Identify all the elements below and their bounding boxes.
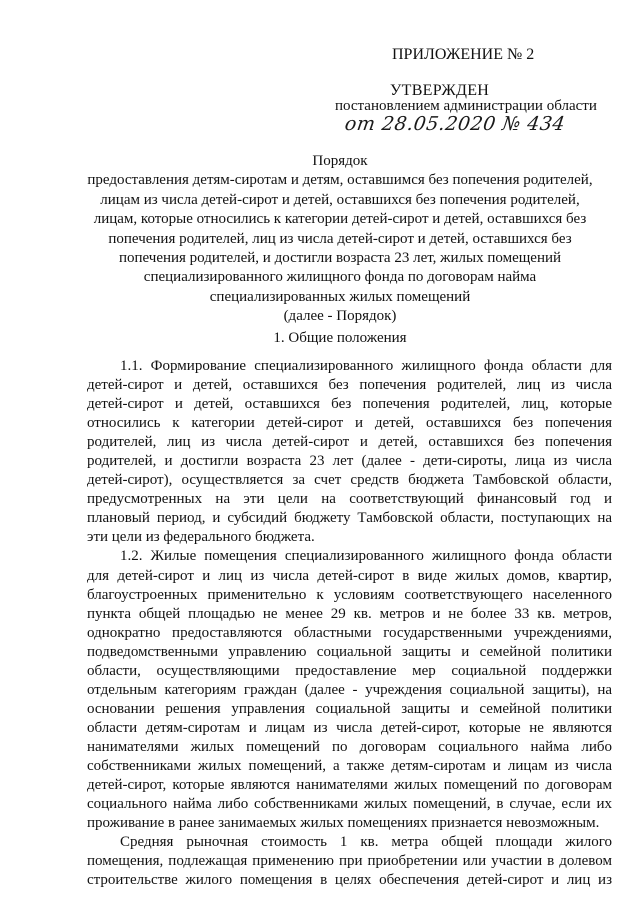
paragraph-line: детей-сирот и детей, оставшихся без попечения родителей, лиц, которые <box>87 396 612 413</box>
paragraph-line: подведомственными управлению социальной защиты и семейной политики <box>87 643 612 660</box>
paragraph-line: детей-сирот, которые являются нанимателями жилых помещений по договорам <box>87 777 612 794</box>
paragraph-line: 1.2. Жилые помещения специализированного жилищного фонда области <box>120 548 612 565</box>
paragraph-line: однократно предоставляются областными государственными учреждениями, <box>87 624 612 641</box>
title-line: лицам из числа детей-сирот и детей, оставшихся без попечения родителей, <box>100 191 580 208</box>
title-line: (далее - Порядок) <box>283 308 397 325</box>
paragraph-line: благоустроенных применительно к условиям соответствующего населенного <box>87 586 612 603</box>
document-title <box>70 152 610 327</box>
paragraph-line: социального найма либо собственниками жилых помещений, в случае, если их <box>87 796 612 813</box>
title-line: Порядок <box>312 153 368 169</box>
paragraph-line: 1.1. Формирование специализированного жилищного фонда области для <box>120 358 612 374</box>
paragraph-line: собственниками жилых помещений, а также детям-сиротам и лицам из числа <box>87 757 612 774</box>
paragraph-line: родителей, лиц из числа детей-сирот и детей, оставшихся без попечения <box>87 434 612 451</box>
title-line: предоставления детям-сиротам и детям, оставшимся без попечения родителей, <box>87 172 593 189</box>
paragraph-line: предусмотренных на эти цели на соответствующий финансовый год и <box>87 491 612 508</box>
paragraph-line: эти цели из федерального бюджета. <box>87 529 315 546</box>
appendix-label: ПРИЛОЖЕНИЕ № 2 <box>392 46 535 63</box>
decree-line: постановлением администрации области <box>335 98 597 114</box>
paragraph-line: пункта общей площадью не менее 29 кв. метров и не более 33 кв. метров, <box>87 605 612 622</box>
paragraph-line: строительстве жилого помещения в целях обеспечения детей-сирот и лиц из <box>87 872 612 889</box>
title-line: попечения родителей, и достигли возраста 23 лет, жилых помещений <box>118 250 562 267</box>
title-line: лицам, которые относились к категории детей-сирот и детей, оставшихся без <box>93 211 587 228</box>
section-heading: 1. Общие положения <box>273 330 407 346</box>
paragraph-line: области детям-сиротам и лицам из числа детей-сирот, которые не являются <box>87 719 612 736</box>
title-line: попечения родителей, лиц из числа детей-сирот и детей, оставшихся без <box>108 230 572 247</box>
approved-label: УТВЕРЖДЕН <box>390 82 490 99</box>
paragraph-line: детей-сирот и детей, оставшихся без попечения родителей, лиц из числа <box>87 377 612 394</box>
paragraph-line: для детей-сирот и лиц из числа детей-сирот в виде жилых домов, квартир, <box>87 567 612 584</box>
paragraph-line: относились к категории детей-сирот и детей, оставшихся без попечения <box>87 415 612 432</box>
paragraph-line: помещения, подлежащая применению при приобретении или участии в долевом <box>87 853 612 870</box>
paragraph-line: плановый период, и субсидий бюджету Тамбовской области, поступающих на <box>87 510 612 527</box>
paragraph-line: проживание в ранее занимаемых жилых помещениях признается невозможным. <box>87 815 600 832</box>
paragraph-line: нанимателями жилых помещений по договорам социального найма либо <box>87 738 612 755</box>
title-line: специализированного жилищного фонда по договорам найма <box>143 269 537 286</box>
handwritten-date-number: от 28.05.2020 № 434 <box>343 113 567 135</box>
paragraph-line: родителей, и достигли возраста 23 лет (далее - дети-сироты, лица из числа <box>87 453 612 470</box>
paragraph-line: основании решения управления социальной защиты и семейной политики <box>87 700 612 717</box>
paragraph-line: Средняя рыночная стоимость 1 кв. метра общей площади жилого <box>120 834 612 851</box>
title-line: специализированных жилых помещений <box>209 288 471 305</box>
paragraph-line: детей-сирот), осуществляется за счет средств бюджета Тамбовской области, <box>87 472 612 489</box>
paragraph-line: области, осуществляющими предоставление мер социальной поддержки <box>87 662 612 679</box>
body-text <box>87 357 612 890</box>
paragraph-line: отдельным категориям граждан (далее - учреждения социальной защиты), на <box>87 681 612 698</box>
